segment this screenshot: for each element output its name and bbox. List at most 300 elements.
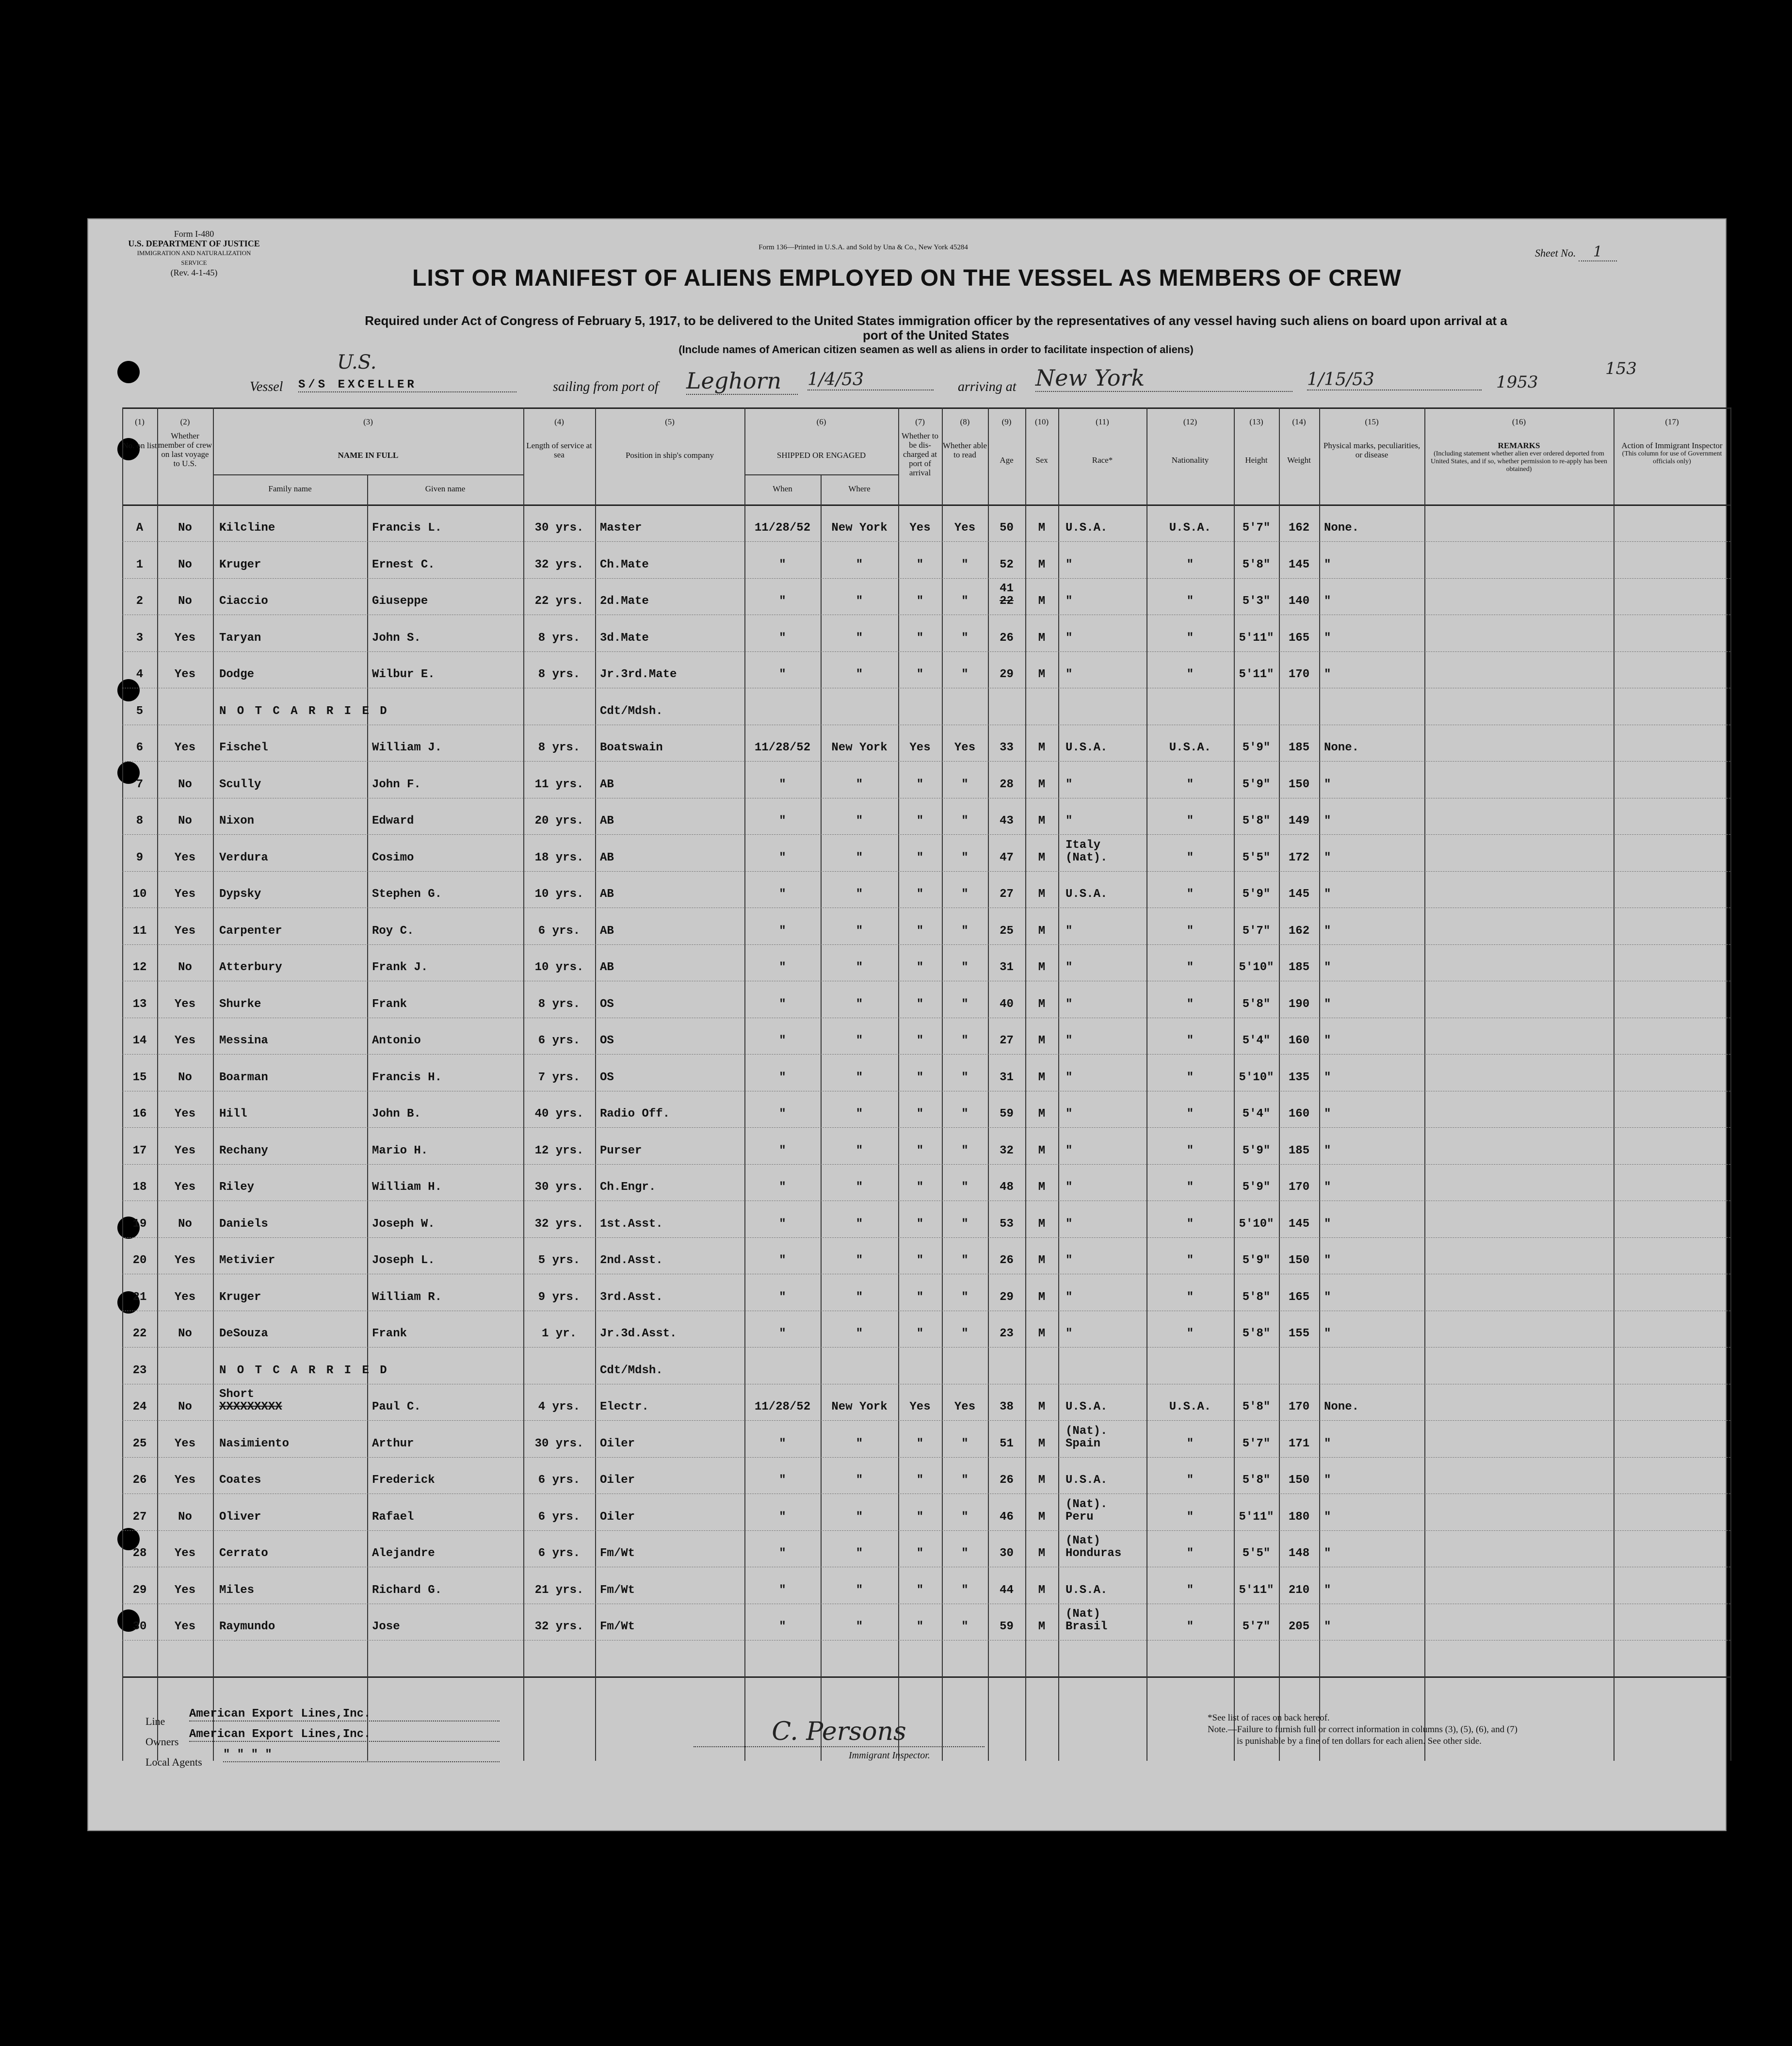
inspector-signature-block (694, 1707, 994, 1761)
subtitle-note: (Include names of American citizen seamen as well as aliens in order to facilitate inspection of aliens) (678, 343, 1194, 356)
cell-marks: None. (1324, 741, 1359, 754)
cell-race (1066, 834, 1146, 871)
cell-marks: " (1324, 1510, 1331, 1524)
cell-when: " (779, 961, 786, 974)
cell-given: Richard G. (372, 1583, 442, 1597)
cell-read: " (961, 1071, 969, 1084)
cell-last (157, 1347, 213, 1384)
cell-weight: 150 (1288, 1474, 1310, 1487)
arriving-date: 1/15/53 (1307, 370, 1482, 390)
cell-read: Yes (954, 521, 976, 535)
cell-given: Frank (372, 997, 407, 1011)
cell-family: Kruger (219, 558, 261, 571)
cell-marks: " (1324, 851, 1331, 864)
cell-race: U.S.A. (1066, 888, 1108, 901)
cell-given: Joseph L. (372, 1254, 435, 1267)
cell-given: Mario H. (372, 1144, 428, 1157)
cell-last: Yes (174, 1620, 196, 1633)
cell-discharged (898, 1347, 942, 1384)
cell-race: U.S.A. (1066, 521, 1108, 535)
cell-service: 7 yrs. (538, 1071, 581, 1084)
cell-age: 27 (1000, 888, 1014, 901)
cell-when: " (779, 1254, 786, 1267)
cell-race: " (1066, 1327, 1073, 1340)
cell-weight: 165 (1288, 1290, 1310, 1304)
cell-age: 59 (1000, 1107, 1014, 1120)
cell-height: 5'5" (1242, 851, 1271, 864)
col-12-header: (12) Nationality (1171, 417, 1209, 465)
cell-discharged: " (916, 814, 924, 828)
cell-family: Fischel (219, 741, 268, 754)
cell-where: " (856, 1071, 863, 1084)
sheet-label: Sheet No. (1535, 247, 1576, 259)
cell-when (744, 1347, 821, 1384)
cell-nationality (1146, 1347, 1234, 1384)
cell-where: " (856, 595, 863, 608)
cell-no: 30 (132, 1620, 147, 1633)
cell-discharged: " (916, 1510, 924, 1524)
cell-given (372, 688, 523, 725)
cell-marks: " (1324, 1217, 1331, 1231)
cell-family: Verdura (219, 851, 268, 864)
cell-service: 12 yrs. (534, 1144, 584, 1157)
cell-discharged: " (916, 1474, 924, 1487)
cell-where: " (856, 1327, 863, 1340)
cell-where: " (856, 1254, 863, 1267)
cell-race: U.S.A. (1066, 1474, 1108, 1487)
table-row (122, 797, 1730, 835)
cell-given: Jose (372, 1620, 400, 1633)
cell-when: " (779, 924, 786, 938)
cell-age: 48 (1000, 1181, 1014, 1194)
cell-weight: 170 (1288, 1181, 1310, 1194)
cell-nationality: U.S.A. (1169, 1400, 1211, 1413)
cell-nationality: " (1186, 668, 1194, 681)
cell-given: Antonio (372, 1034, 421, 1047)
cell-weight: 160 (1288, 1034, 1310, 1047)
cell-marks: " (1324, 1181, 1331, 1194)
col-9-header: (9) Age (1000, 417, 1014, 465)
binder-hole (117, 361, 140, 383)
cell-when: " (779, 1474, 786, 1487)
race-line2: Spain (1066, 1437, 1101, 1450)
cell-marks: " (1324, 1034, 1331, 1047)
cell-position: AB (600, 924, 614, 938)
vessel-annotation: U.S. (337, 351, 377, 373)
cell-nationality: " (1186, 1034, 1194, 1047)
col-8-header: (8) Whether able to read (942, 417, 987, 459)
cell-discharged: " (916, 1290, 924, 1304)
cell-family: Boarman (219, 1071, 268, 1084)
cell-age: 44 (1000, 1583, 1014, 1597)
race-line2: Peru (1066, 1510, 1094, 1524)
cell-family: Shurke (219, 997, 261, 1011)
table-row (122, 1090, 1730, 1128)
cell-no: A (136, 521, 144, 535)
cell-position: 2d.Mate (600, 595, 649, 608)
cell-marks: None. (1324, 1400, 1359, 1413)
cell-race: U.S.A. (1066, 1400, 1108, 1413)
cell-nationality: U.S.A. (1169, 521, 1211, 535)
cell-given: Alejandre (372, 1547, 435, 1560)
cell-family: Messina (219, 1034, 268, 1047)
cell-where: " (856, 558, 863, 571)
cell-no: 18 (132, 1181, 147, 1194)
cell-service: 6 yrs. (538, 1510, 581, 1524)
cell-age: 23 (1000, 1327, 1014, 1340)
cell-position: Ch.Mate (600, 558, 649, 571)
cell-service: 6 yrs. (538, 1474, 581, 1487)
cell-given: Francis L. (372, 521, 442, 535)
cell-no: 7 (136, 778, 144, 791)
owners-label: Owners (145, 1736, 179, 1748)
cell-race: " (1066, 814, 1073, 828)
cell-height: 5'8" (1242, 558, 1271, 571)
cell-discharged: " (916, 851, 924, 864)
cell-no: 4 (136, 668, 144, 681)
cell-sex: M (1038, 851, 1046, 864)
form-revision: (Rev. 4-1-45) (170, 268, 218, 277)
col-11-header: (11) Race* (1092, 417, 1113, 465)
cell-marks: " (1324, 668, 1331, 681)
col-17-header: (17) Action of Immigrant Inspector (This column for use of Government officials only) (1621, 417, 1723, 465)
cell-sex: M (1038, 741, 1046, 754)
cell-read: " (961, 1254, 969, 1267)
cell-position: Radio Off. (600, 1107, 670, 1120)
cell-no: 11 (132, 924, 147, 938)
cell-height: 5'11" (1239, 668, 1274, 681)
cell-read: " (961, 997, 969, 1011)
cell-where: " (856, 1144, 863, 1157)
cell-age: 26 (1000, 1254, 1014, 1267)
cell-nationality: " (1186, 1071, 1194, 1084)
cell-last: No (178, 521, 192, 535)
cell-nationality: " (1186, 1437, 1194, 1450)
cell-family: Carpenter (219, 924, 282, 938)
cell-height: 5'4" (1242, 1034, 1271, 1047)
cell-given: Frederick (372, 1474, 435, 1487)
cell-no: 5 (136, 704, 144, 718)
cell-marks: " (1324, 631, 1331, 645)
cell-read: " (961, 851, 969, 864)
cell-position: Fm/Wt (600, 1583, 635, 1597)
cell-where: " (856, 1510, 863, 1524)
table-row (122, 1567, 1730, 1604)
cell-service: 4 yrs. (538, 1400, 581, 1413)
corner-number: 153 (1605, 359, 1637, 378)
cell-position: AB (600, 778, 614, 791)
cell-given: Paul C. (372, 1400, 421, 1413)
inspector-label: Immigrant Inspector. (849, 1750, 930, 1761)
cell-race: " (1066, 1034, 1073, 1047)
cell-position: Fm/Wt (600, 1547, 635, 1560)
cell-sex (1025, 1347, 1058, 1384)
cell-service: 6 yrs. (538, 1547, 581, 1560)
cell-service: 40 yrs. (534, 1107, 584, 1120)
cell-discharged: " (916, 558, 924, 571)
line-label: Line (145, 1715, 165, 1727)
race-line1: (Nat). (1066, 1424, 1108, 1438)
cell-discharged: " (916, 1034, 924, 1047)
cell-where: " (856, 1217, 863, 1231)
race-line1: (Nat) (1066, 1608, 1101, 1621)
cell-last: No (178, 1510, 192, 1524)
cell-height (1234, 688, 1279, 725)
cell-age: 31 (1000, 961, 1014, 974)
cell-weight: 149 (1288, 814, 1310, 828)
cell-race (1066, 1347, 1146, 1384)
vessel-name: S/S EXCELLER (298, 378, 517, 392)
cell-read: " (961, 1620, 969, 1633)
manifest-sheet (87, 218, 1727, 1831)
cell-sex: M (1038, 1107, 1046, 1120)
cell-last: Yes (174, 1181, 196, 1194)
cell-last: Yes (174, 1290, 196, 1304)
cell-family: Daniels (219, 1217, 268, 1231)
form-number: Form I-480 (174, 229, 214, 239)
crew-rows (122, 504, 1730, 1676)
cell-race: " (1066, 558, 1073, 571)
cell-no: 25 (132, 1437, 147, 1450)
cell-height: 5'9" (1242, 1181, 1271, 1194)
cell-family: Atterbury (219, 961, 282, 974)
cell-where: " (856, 1290, 863, 1304)
cell-no: 10 (132, 888, 147, 901)
table-row (122, 944, 1730, 981)
cell-where: " (856, 1620, 863, 1633)
cell-service: 11 yrs. (534, 778, 584, 791)
cell-sex: M (1038, 778, 1046, 791)
cell-height: 5'8" (1242, 1327, 1271, 1340)
cell-given: William H. (372, 1181, 442, 1194)
cell-marks: " (1324, 1254, 1331, 1267)
cell-where: New York (831, 741, 888, 754)
cell-marks: " (1324, 814, 1331, 828)
cell-service: 1 yr. (541, 1327, 577, 1340)
cell-no: 12 (132, 961, 147, 974)
arriving-label: arriving at (958, 379, 1017, 394)
cell-age: 32 (1000, 1144, 1014, 1157)
age-corrected: 22 (1000, 595, 1014, 608)
cell-age: 59 (1000, 1620, 1014, 1633)
cell-nationality: " (1186, 595, 1194, 608)
cell-where: " (856, 1034, 863, 1047)
cell-race: " (1066, 924, 1073, 938)
cell-where: " (856, 851, 863, 864)
cell-family: Dypsky (219, 888, 261, 901)
cell-marks: " (1324, 888, 1331, 901)
cell-age: 29 (1000, 668, 1014, 681)
cell-last: Yes (174, 1254, 196, 1267)
cell-given: Arthur (372, 1437, 414, 1450)
cell-race: " (1066, 961, 1073, 974)
cell-read: " (961, 888, 969, 901)
cell-sex (1025, 688, 1058, 725)
cell-last: Yes (174, 1474, 196, 1487)
cell-sex: M (1038, 1034, 1046, 1047)
cell-race: " (1066, 668, 1073, 681)
cell-sex: M (1038, 888, 1046, 901)
cell-race: U.S.A. (1066, 741, 1108, 754)
race-line2: Honduras (1066, 1547, 1122, 1560)
cell-position: Cdt/Mdsh. (600, 704, 663, 718)
cell-race: " (1066, 1290, 1073, 1304)
col-15-header: (15) Physical marks, peculiarities, or disease (1323, 417, 1421, 459)
table-row (122, 504, 1730, 542)
cell-discharged: " (916, 924, 924, 938)
cell-read: " (961, 595, 969, 608)
cell-given: William J. (372, 741, 442, 754)
subtitle (160, 313, 1712, 357)
cell-when (744, 688, 821, 725)
table-row (122, 1127, 1730, 1165)
cell-given: Wilbur E. (372, 668, 435, 681)
cell-position: Jr.3d.Asst. (600, 1327, 677, 1340)
cell-last: Yes (174, 1583, 196, 1597)
cell-no: 26 (132, 1474, 147, 1487)
cell-sex: M (1038, 1181, 1046, 1194)
cell-given: John B. (372, 1107, 421, 1120)
cell-discharged (898, 688, 942, 725)
cell-age: 31 (1000, 1071, 1014, 1084)
cell-nationality: " (1186, 1510, 1194, 1524)
cell-where: New York (831, 1400, 888, 1413)
col-5-header: (5) Position in ship's company (625, 417, 714, 460)
cell-nationality: " (1186, 1144, 1194, 1157)
cell-race (1066, 1603, 1146, 1640)
cell-weight: 162 (1288, 924, 1310, 938)
cell-where: " (856, 924, 863, 938)
cell-height: 5'10" (1239, 1071, 1274, 1084)
cell-service: 5 yrs. (538, 1254, 581, 1267)
cell-read: " (961, 558, 969, 571)
cell-service: 21 yrs. (534, 1583, 584, 1597)
cell-no: 19 (132, 1217, 147, 1231)
cell-weight: 190 (1288, 997, 1310, 1011)
table-row (122, 1347, 1730, 1384)
cell-height: 5'9" (1242, 1254, 1271, 1267)
department: U.S. DEPARTMENT OF JUSTICE (128, 239, 260, 248)
cell-where: " (856, 668, 863, 681)
cell-when: " (779, 997, 786, 1011)
cell-weight (1279, 688, 1319, 725)
penalty-note-cont: is punishable by a fine of ten dollars for each alien. See other side. (1237, 1736, 1482, 1746)
cell-discharged: " (916, 1107, 924, 1120)
cell-marks: " (1324, 1474, 1331, 1487)
vessel-label: Vessel (250, 379, 283, 394)
table-row (122, 1054, 1730, 1091)
table-row (122, 1530, 1730, 1567)
col-10-header: (10) Sex (1034, 417, 1049, 465)
cell-last: No (178, 778, 192, 791)
cell-service: 8 yrs. (538, 997, 581, 1011)
cell-nationality: U.S.A. (1169, 741, 1211, 754)
cell-position: 2nd.Asst. (600, 1254, 663, 1267)
cell-nationality: " (1186, 814, 1194, 828)
cell-weight: 171 (1288, 1437, 1310, 1450)
cell-last: Yes (174, 1547, 196, 1560)
cell-age (988, 1347, 1025, 1384)
cell-nationality: " (1186, 888, 1194, 901)
cell-service: 30 yrs. (534, 1437, 584, 1450)
cell-position: 3d.Mate (600, 631, 649, 645)
cell-when: " (779, 1107, 786, 1120)
col-16-header: (16) REMARKS (Including statement whether alien ever ordered deported from United States, and if so, whether permission to re-apply has been obtained) (1431, 417, 1607, 473)
cell-service: 18 yrs. (534, 851, 584, 864)
cell-service: 8 yrs. (538, 631, 581, 645)
cell-last: Yes (174, 1437, 196, 1450)
cell-marks: " (1324, 558, 1331, 571)
cell-discharged: " (916, 595, 924, 608)
cell-when: " (779, 1327, 786, 1340)
table-row (122, 981, 1730, 1018)
cell-race: " (1066, 1107, 1073, 1120)
cell-where: " (856, 814, 863, 828)
cell-age: 43 (1000, 814, 1014, 828)
cell-race (1066, 1420, 1146, 1457)
cell-nationality: " (1186, 558, 1194, 571)
cell-nationality: " (1186, 1181, 1194, 1194)
cell-when: " (779, 1217, 786, 1231)
cell-marks: " (1324, 1107, 1331, 1120)
col-6-header: (6) SHIPPED OR ENGAGED (776, 417, 866, 460)
cell-race (1066, 688, 1146, 725)
cell-no: 13 (132, 997, 147, 1011)
cell-sex: M (1038, 814, 1046, 828)
cell-where: " (856, 961, 863, 974)
cell-no: 28 (132, 1547, 147, 1560)
cell-weight (1279, 1347, 1319, 1384)
cell-height: 5'8" (1242, 1474, 1271, 1487)
cell-given: Roy C. (372, 924, 414, 938)
cell-read: " (961, 1437, 969, 1450)
cell-service: 8 yrs. (538, 741, 581, 754)
cell-family: Kilcline (219, 521, 275, 535)
cell-race: " (1066, 1071, 1073, 1084)
cell-no: 9 (136, 851, 144, 864)
cell-sex: M (1038, 1437, 1046, 1450)
cell-given: Frank (372, 1327, 407, 1340)
sailing-date: 1/4/53 (807, 370, 934, 390)
cell-race: U.S.A. (1066, 1583, 1108, 1597)
cell-where: " (856, 1583, 863, 1597)
cell-nationality: " (1186, 851, 1194, 864)
cell-last: No (178, 595, 192, 608)
cell-position: OS (600, 1071, 614, 1084)
cell-height: 5'11" (1239, 1510, 1274, 1524)
cell-family: Rechany (219, 1144, 268, 1157)
cell-family: Ciaccio (219, 595, 268, 608)
cell-no: 2 (136, 595, 144, 608)
cell-age: 26 (1000, 1474, 1014, 1487)
cell-given: Joseph W. (372, 1217, 435, 1231)
table-row (122, 761, 1730, 798)
race-line1: (Nat) (1066, 1534, 1101, 1547)
cell-discharged: Yes (909, 521, 931, 535)
cell-discharged: " (916, 1144, 924, 1157)
cell-position: AB (600, 961, 614, 974)
cell-when: " (779, 1290, 786, 1304)
cell-height: 5'10" (1239, 961, 1274, 974)
cell-when: " (779, 778, 786, 791)
cell-no: 1 (136, 558, 144, 571)
cell-read: " (961, 631, 969, 645)
cell-weight: 185 (1288, 1144, 1310, 1157)
cell-discharged: " (916, 1254, 924, 1267)
cell-age: 53 (1000, 1217, 1014, 1231)
cell-height: 5'3" (1242, 595, 1271, 608)
cell-when: 11/28/52 (754, 521, 811, 535)
